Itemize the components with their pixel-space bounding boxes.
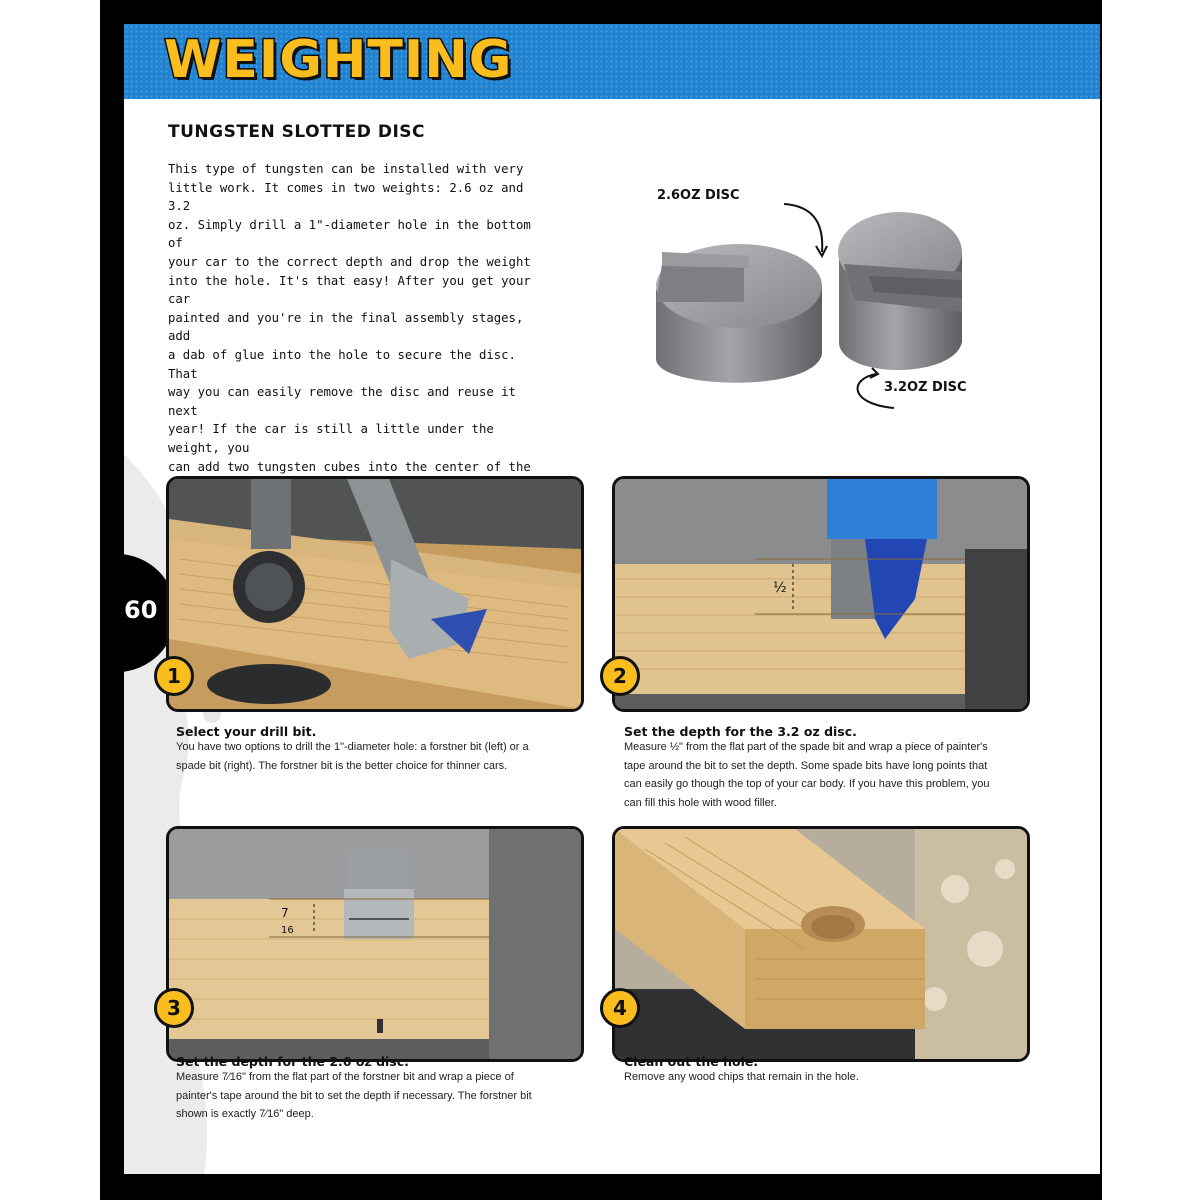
section-heading: TUNGSTEN SLOTTED DISC xyxy=(168,122,425,142)
page-title: WEIGHTING xyxy=(164,30,513,90)
intro-line: can add two tungsten cubes into the center of the xyxy=(168,459,531,474)
disc-label-large: 3.2OZ DISC xyxy=(884,380,967,395)
intro-line: year! If the car is still a little under the weight, you xyxy=(168,422,494,455)
step-2-body xyxy=(624,738,1034,812)
page-frame xyxy=(100,0,1102,1200)
step-2-badge: 2 xyxy=(600,656,640,696)
caption-line: shown is exactly 7⁄16" deep. xyxy=(176,1108,314,1120)
caption-line: spade bit (right). The forstner bit is the better choice for thinner cars. xyxy=(176,759,508,772)
caption-line: can easily go though the top of your car body. If you have this problem, you xyxy=(624,778,990,790)
caption-line: tape around the bit to set the depth. Some spade bits have long points that xyxy=(624,759,988,772)
caption-line: painter's tape around the bit to set the depth if necessary. The forstner bit xyxy=(176,1089,532,1102)
caption-line: can fill this hole with wood filler. xyxy=(624,796,777,809)
caption-line: Measure ½" from the flat part of the spade bit and wrap a piece of painter's xyxy=(624,741,988,753)
caption-line: Remove any wood chips that remain in the hole. xyxy=(624,1071,859,1083)
step-3-badge: 3 xyxy=(154,988,194,1028)
caption-line: You have two options to drill the 1"-diameter hole: a forstner bit (left) or a xyxy=(176,741,529,753)
intro-line: This type of tungsten can be installed with very xyxy=(168,162,524,176)
intro-line: way you can easily remove the disc and reuse it next xyxy=(168,385,516,418)
step-1-title: Select your drill bit. xyxy=(176,724,317,739)
intro-line: painted and you're in the final assembly stages, add xyxy=(168,310,524,344)
step-1-badge: 1 xyxy=(154,656,194,696)
disc-label-small: 2.6OZ DISC xyxy=(657,188,740,203)
svg-text:16: 16 xyxy=(281,925,294,936)
svg-text:½: ½ xyxy=(773,580,787,596)
page-number: 60 xyxy=(124,596,158,624)
intro-line: your car to the correct depth and drop the weight xyxy=(168,254,531,269)
header-banner xyxy=(124,24,1100,99)
intro-line: oz. Simply drill a 1"-diameter hole in the bottom of xyxy=(168,217,531,251)
step-3-photo xyxy=(166,826,584,1062)
intro-line: a dab of glue into the hole to secure the disc. That xyxy=(168,347,516,381)
step-3-title: Set the depth for the 2.6 oz disc. xyxy=(176,1054,409,1069)
svg-text:7: 7 xyxy=(281,906,289,920)
step-4-photo xyxy=(612,826,1030,1062)
step-1-photo xyxy=(166,476,584,712)
step-4-body xyxy=(624,1068,1034,1087)
step-3-body xyxy=(176,1068,586,1124)
step-4-badge: 4 xyxy=(600,988,640,1028)
caption-line: Measure 7⁄16" from the flat part of the forstner bit and wrap a piece of xyxy=(176,1071,514,1083)
step-1-body xyxy=(176,738,586,775)
intro-line: into the hole. It's that easy! After you get your car xyxy=(168,273,531,307)
step-4-title: Clean out the hole. xyxy=(624,1054,759,1069)
intro-line: little work. It comes in two weights: 2.6 oz and 3.2 xyxy=(168,180,524,214)
step-2-title: Set the depth for the 3.2 oz disc. xyxy=(624,724,857,739)
page-sheet xyxy=(124,24,1100,1174)
step-2-photo xyxy=(612,476,1030,712)
